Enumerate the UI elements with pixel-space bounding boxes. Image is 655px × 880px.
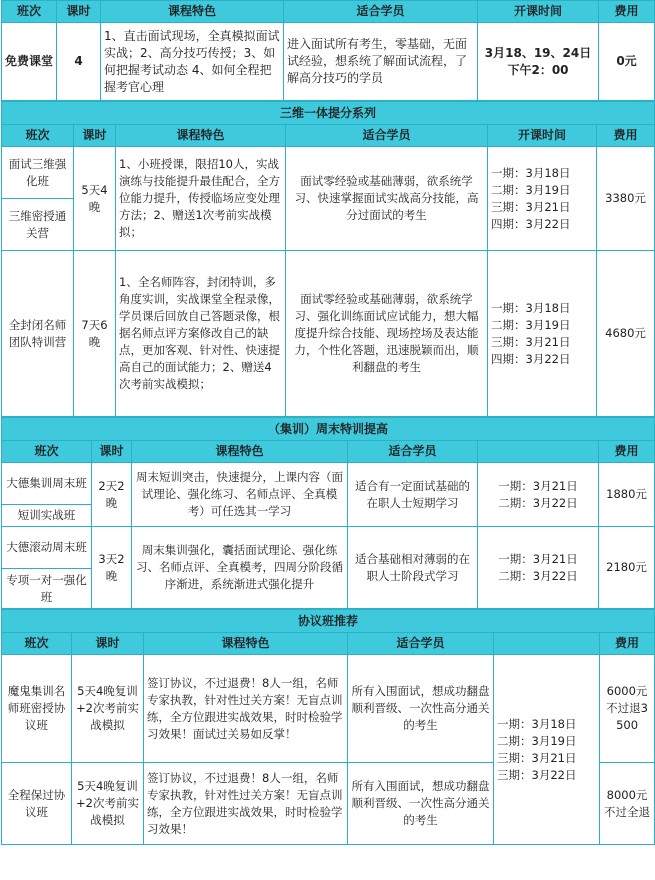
class-fee: 4680元 bbox=[597, 251, 655, 417]
class-dates bbox=[478, 527, 599, 609]
header-hours: 课时 bbox=[57, 1, 101, 23]
class-features: 周末短训突击，快速提分，上课内容（面试理论、强化练习、名师点评、全真模考）可任选其一学习 bbox=[132, 463, 348, 527]
class-students: 适合基础相对薄弱的在职人士阶段式学习 bbox=[348, 527, 478, 609]
class-features: 1、全名师阵容，封闭特训，多角度实训，实战课堂全程录像，学员课后回放自己答题录像，根据名师点评方案修改自己的缺点，更加客观、针对性、快速提高自己的面试能力；2、赠送4次考前实战模拟； bbox=[116, 251, 286, 417]
date-line: 三期：3月21日 bbox=[497, 750, 577, 765]
date-line: 一期：3月18日 bbox=[497, 716, 577, 731]
date-line: 一期：3月21日 bbox=[498, 478, 578, 493]
class-fee: 6000元不过退3500 bbox=[600, 655, 655, 763]
header-fee: 费用 bbox=[600, 633, 655, 655]
table-row bbox=[2, 147, 655, 199]
header-features: 课程特色 bbox=[116, 125, 286, 147]
header-students: 适合学员 bbox=[286, 125, 488, 147]
class-features: 签订协议，不过退费！8人一组，名师专家执教，针对性过关方案！无盲点训练，全方位跟进实战效果，时时检验学习效果！面试过关易如反掌！ bbox=[144, 655, 348, 763]
date-line: 二期：3月19日 bbox=[497, 733, 577, 748]
class-name: 免费课堂 bbox=[2, 23, 57, 101]
class-students: 面试零经验或基础薄弱，欲系统学习、强化训练面试应试能力，想大幅度提升综合技能、现场控场及表达能力，个性化答题，迅速脱颖而出，顺利翻盘的考生 bbox=[286, 251, 488, 417]
class-hours: 7天6晚 bbox=[74, 251, 116, 417]
class-name: 大德集训周末班 bbox=[2, 463, 92, 505]
date-line: 二期：3月22日 bbox=[498, 495, 578, 510]
table-header-row bbox=[2, 1, 655, 23]
class-name: 大德滚动周末班 bbox=[2, 527, 92, 569]
date-line: 一期：3月18日 bbox=[491, 300, 571, 315]
class-students: 面试零经验或基础薄弱，欲系统学习、快速掌握面试实战高分技能，高分过面试的考生 bbox=[286, 147, 488, 251]
section-title-row bbox=[2, 610, 655, 633]
date-line: 一期：3月18日 bbox=[491, 165, 571, 180]
header-class: 班次 bbox=[2, 125, 74, 147]
table-row bbox=[2, 463, 655, 505]
class-dates bbox=[488, 251, 597, 417]
table-row bbox=[2, 655, 655, 763]
table-header-row bbox=[2, 441, 655, 463]
class-hours: 3天2晚 bbox=[92, 527, 132, 609]
free-class-table bbox=[1, 0, 655, 101]
class-students: 所有入围面试，想成功翻盘顺利晋级、一次性高分通关的考生 bbox=[348, 763, 494, 845]
class-name: 短训实战班 bbox=[2, 505, 92, 527]
class-name: 面试三维强化班 bbox=[2, 147, 74, 199]
header-fee: 费用 bbox=[599, 1, 655, 23]
class-fee: 3380元 bbox=[597, 147, 655, 251]
class-features: 签订协议，不过退费！8人一组，名师专家执教，针对性过关方案！无盲点训练，全方位跟进实战效果，时时检验学习效果！ bbox=[144, 763, 348, 845]
date-line: 二期：3月19日 bbox=[491, 182, 571, 197]
table-header-row bbox=[2, 125, 655, 147]
section-title: 三维一体提分系列 bbox=[2, 102, 655, 125]
header-features: 课程特色 bbox=[144, 633, 348, 655]
date-line: 三期：3月22日 bbox=[497, 767, 577, 782]
class-students: 所有入围面试，想成功翻盘顺利晋级、一次性高分通关的考生 bbox=[348, 655, 494, 763]
class-features: 1、小班授课，限招10人，实战演练与技能提升最佳配合，全方位能力提升，传授临场应变处理方法；2、赠送1次考前实战模拟； bbox=[116, 147, 286, 251]
date-line: 一期：3月21日 bbox=[498, 551, 578, 566]
table-row bbox=[2, 23, 655, 101]
section-title-row bbox=[2, 418, 655, 441]
header-students: 适合学员 bbox=[348, 633, 494, 655]
class-hours: 4 bbox=[57, 23, 101, 101]
class-students: 进入面试所有考生，零基础，无面试经验，想系统了解面试流程，了解高分技巧的学员 bbox=[284, 23, 478, 101]
table-row bbox=[2, 251, 655, 417]
header-hours: 课时 bbox=[72, 633, 144, 655]
class-students: 适合有一定面试基础的在职人士短期学习 bbox=[348, 463, 478, 527]
class-name: 魔鬼集训名师班密授协议班 bbox=[2, 655, 72, 763]
class-features: 1、直击面试现场，全真模拟面试实战；2、高分技巧传授；3、如何把握考试动态 4、如何全程把握考官心理 bbox=[101, 23, 284, 101]
header-students: 适合学员 bbox=[284, 1, 478, 23]
date-line: 二期：3月22日 bbox=[498, 568, 578, 583]
table-row bbox=[2, 527, 655, 569]
section-title: （集训）周末特训提高 bbox=[2, 418, 655, 441]
class-dates bbox=[478, 463, 599, 527]
header-time: 开课时间 bbox=[478, 1, 599, 23]
header-features: 课程特色 bbox=[101, 1, 284, 23]
header-class: 班次 bbox=[2, 441, 92, 463]
header-class: 班次 bbox=[2, 1, 57, 23]
class-name: 专项一对一强化班 bbox=[2, 569, 92, 609]
header-students: 适合学员 bbox=[348, 441, 478, 463]
class-name: 全封闭名师团队特训营 bbox=[2, 251, 74, 417]
section-title-row bbox=[2, 102, 655, 125]
date-line: 三期：3月21日 bbox=[491, 334, 571, 349]
date-line: 二期：3月19日 bbox=[491, 317, 571, 332]
class-fee: 1880元 bbox=[599, 463, 655, 527]
weekend-table bbox=[1, 417, 655, 609]
class-fee: 8000元不过全退 bbox=[600, 763, 655, 845]
header-class: 班次 bbox=[2, 633, 72, 655]
class-fee: 0元 bbox=[599, 23, 655, 101]
class-time: 3月18、19、24日下午2：00 bbox=[478, 23, 599, 101]
class-dates bbox=[488, 147, 597, 251]
class-dates bbox=[494, 655, 600, 845]
header-features: 课程特色 bbox=[132, 441, 348, 463]
class-features: 周末集训强化，囊括面试理论、强化练习、名师点评、全真模考，四周分阶段循序渐进，系统渐进式强化提升 bbox=[132, 527, 348, 609]
header-hours: 课时 bbox=[92, 441, 132, 463]
header-fee: 费用 bbox=[599, 441, 655, 463]
series-table bbox=[1, 101, 655, 417]
header-time bbox=[478, 441, 599, 463]
date-line: 四期：3月22日 bbox=[491, 216, 571, 231]
date-line: 四期：3月22日 bbox=[491, 351, 571, 366]
agreement-table bbox=[1, 609, 655, 845]
class-hours: 5天4晚复训+2次考前实战模拟 bbox=[72, 655, 144, 763]
class-hours: 5天4晚复训+2次考前实战模拟 bbox=[72, 763, 144, 845]
header-hours: 课时 bbox=[74, 125, 116, 147]
table-header-row bbox=[2, 633, 655, 655]
date-line: 三期：3月21日 bbox=[491, 199, 571, 214]
section-title: 协议班推荐 bbox=[2, 610, 655, 633]
header-time bbox=[494, 633, 600, 655]
class-hours: 2天2晚 bbox=[92, 463, 132, 527]
class-name: 全程保过协议班 bbox=[2, 763, 72, 845]
class-fee: 2180元 bbox=[599, 527, 655, 609]
header-fee: 费用 bbox=[597, 125, 655, 147]
class-hours: 5天4晚 bbox=[74, 147, 116, 251]
header-time: 开课时间 bbox=[488, 125, 597, 147]
class-name: 三维密授通关营 bbox=[2, 199, 74, 251]
